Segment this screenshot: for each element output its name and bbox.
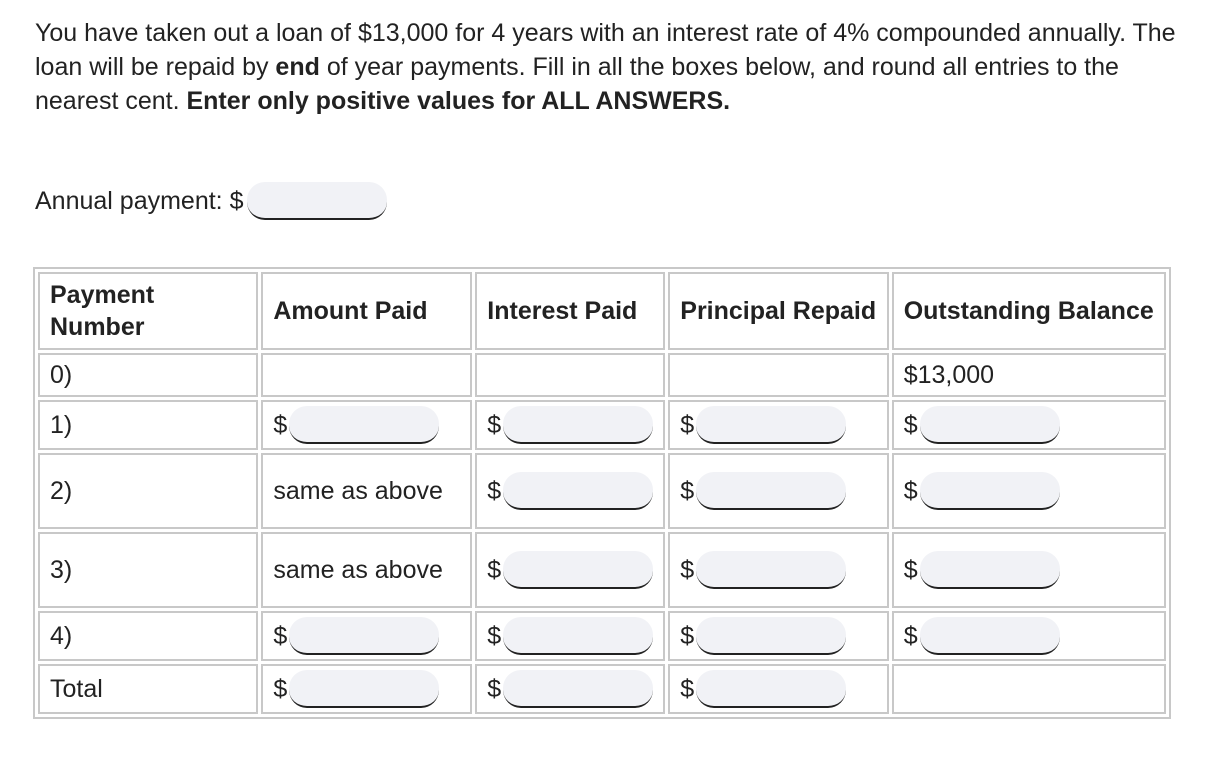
amortization-table bbox=[33, 267, 1171, 719]
currency-symbol: $ bbox=[273, 675, 288, 703]
outstanding-balance-input[interactable] bbox=[920, 472, 1060, 510]
currency-symbol: $ bbox=[903, 556, 918, 584]
table-row-total bbox=[38, 664, 1166, 714]
interest-paid-cell-empty bbox=[475, 353, 665, 397]
currency-symbol: $ bbox=[487, 477, 502, 505]
outstanding-balance-input[interactable] bbox=[920, 406, 1060, 444]
payment-number-cell: 2) bbox=[38, 453, 258, 529]
principal-repaid-cell-empty bbox=[668, 353, 888, 397]
table-row bbox=[38, 611, 1166, 661]
annual-payment-row bbox=[35, 182, 387, 220]
question-bold-instruction: Enter only positive values for ALL ANSWERS. bbox=[186, 87, 731, 115]
interest-paid-input[interactable] bbox=[503, 472, 653, 510]
currency-symbol: $ bbox=[273, 411, 288, 439]
table-row bbox=[38, 532, 1166, 608]
total-balance-cell-empty bbox=[892, 664, 1166, 714]
currency-symbol: $ bbox=[487, 622, 502, 650]
currency-symbol: $ bbox=[680, 622, 695, 650]
currency-symbol: $ bbox=[680, 675, 695, 703]
header-outstanding-balance: Outstanding Balance bbox=[892, 272, 1166, 350]
currency-symbol: $ bbox=[680, 477, 695, 505]
question-bold-end: end bbox=[275, 53, 320, 81]
amount-paid-input[interactable] bbox=[289, 406, 439, 444]
table-row bbox=[38, 400, 1166, 450]
payment-number-cell: 4) bbox=[38, 611, 258, 661]
principal-repaid-input[interactable] bbox=[696, 551, 846, 589]
currency-symbol: $ bbox=[903, 477, 918, 505]
principal-repaid-input[interactable] bbox=[696, 472, 846, 510]
currency-symbol: $ bbox=[903, 411, 918, 439]
amount-paid-cell-empty bbox=[261, 353, 472, 397]
payment-number-cell: 0) bbox=[38, 353, 258, 397]
principal-repaid-input[interactable] bbox=[696, 617, 846, 655]
currency-symbol: $ bbox=[903, 622, 918, 650]
header-interest-paid: Interest Paid bbox=[475, 272, 665, 350]
amount-paid-same-as-above: same as above bbox=[261, 532, 472, 608]
interest-paid-input[interactable] bbox=[503, 617, 653, 655]
total-label: Total bbox=[38, 664, 258, 714]
currency-symbol: $ bbox=[487, 411, 502, 439]
header-payment-number: Payment Number bbox=[38, 272, 258, 350]
payment-number-cell: 3) bbox=[38, 532, 258, 608]
currency-symbol: $ bbox=[487, 675, 502, 703]
amount-paid-same-as-above: same as above bbox=[261, 453, 472, 529]
total-amount-paid-input[interactable] bbox=[289, 670, 439, 708]
currency-symbol: $ bbox=[273, 622, 288, 650]
question-part-1: You have taken out a loan of $13,000 for 4 years with an interest rate of 4% compounded annually. The loan will be repaid by bbox=[35, 19, 1176, 81]
payment-number-cell: 1) bbox=[38, 400, 258, 450]
question-text bbox=[35, 16, 1185, 118]
outstanding-balance-input[interactable] bbox=[920, 617, 1060, 655]
annual-payment-label: Annual payment: $ bbox=[35, 187, 244, 215]
outstanding-balance-value: $13,000 bbox=[892, 353, 1166, 397]
question-part-2: of year payments. Fill in all the boxes below, and round all entries to the nearest cent. bbox=[35, 53, 1119, 115]
table-row bbox=[38, 453, 1166, 529]
header-amount-paid: Amount Paid bbox=[261, 272, 472, 350]
currency-symbol: $ bbox=[487, 556, 502, 584]
interest-paid-input[interactable] bbox=[503, 406, 653, 444]
table-row bbox=[38, 353, 1166, 397]
outstanding-balance-input[interactable] bbox=[920, 551, 1060, 589]
total-interest-paid-input[interactable] bbox=[503, 670, 653, 708]
currency-symbol: $ bbox=[680, 556, 695, 584]
table-header-row bbox=[38, 272, 1166, 350]
interest-paid-input[interactable] bbox=[503, 551, 653, 589]
annual-payment-input[interactable] bbox=[247, 182, 387, 220]
header-principal-repaid: Principal Repaid bbox=[668, 272, 888, 350]
principal-repaid-input[interactable] bbox=[696, 406, 846, 444]
amount-paid-input[interactable] bbox=[289, 617, 439, 655]
currency-symbol: $ bbox=[680, 411, 695, 439]
total-principal-repaid-input[interactable] bbox=[696, 670, 846, 708]
